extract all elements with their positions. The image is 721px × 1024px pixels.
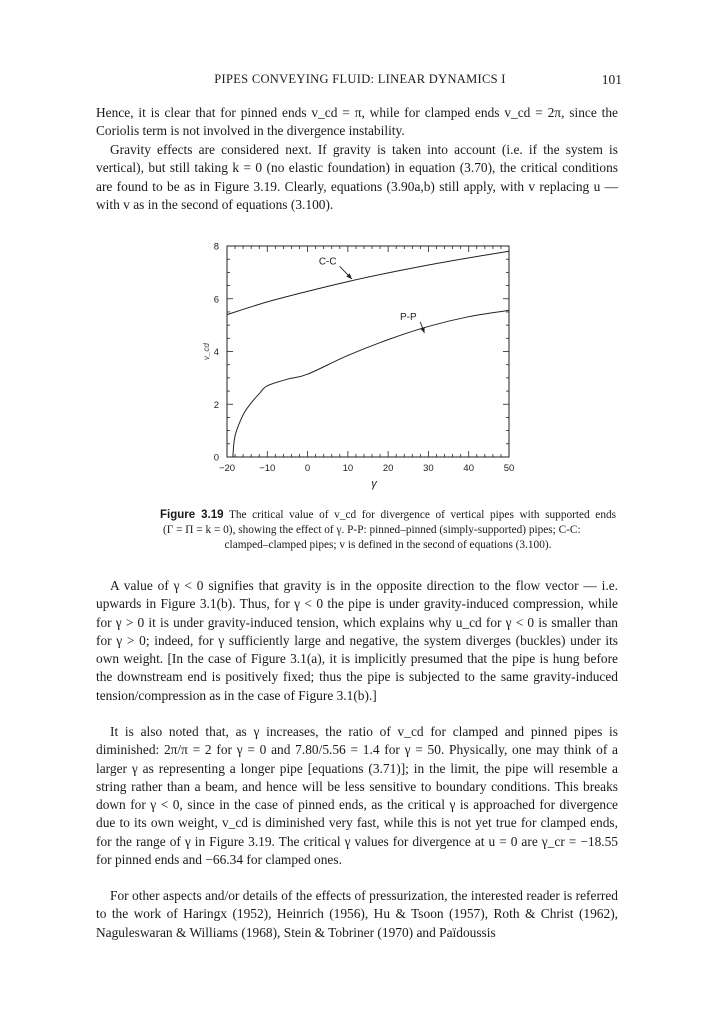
paragraph-4: It is also noted that, as γ increases, the ratio of v_cd for clamped and pinned pipes is diminished: 2π/π = 2 for γ = 0 and 7.80/5.56 = 1.4 for γ = 50. Physically, one may think of a larger γ as representing a longer pipe [equations (3.71)]; in the limit, the pipe will resemble a string rather than a beam, and hence will be less sensitive to boundary conditions. This breaks down for γ < 0, since in the case of pinned ends, as the critical γ is approached for divergence due to its own weight, v_cd is diminished very fast, while this is not yet true for clamped ends, for the range of γ in Figure 3.19. The critical γ values for divergence at u = 0 are γ_cr = −18.55 for pinned ends and −66.34 for clamped ones.: [96, 724, 618, 868]
x-tick-label: −20: [218, 463, 236, 474]
series-line-c-c: [227, 251, 509, 314]
caption-line-2: (Γ = Π = k = 0), showing the effect of γ. P-P: pinned–pinned (simply-supported) pipes; C-C:: [163, 523, 581, 536]
y-tick-label: 2: [213, 399, 219, 411]
y-tick-label: 0: [213, 452, 219, 464]
x-tick-label: 10: [342, 463, 354, 474]
page-number: 101: [601, 72, 622, 87]
annotation-label: P-P: [399, 311, 417, 323]
annotation-arrow-head: [420, 327, 424, 333]
series-line-p-p: [233, 310, 509, 457]
plot-area: [202, 242, 514, 491]
y-axis-label: v_cd: [202, 343, 211, 360]
y-tick-label: 6: [213, 294, 219, 306]
paragraph-1: Hence, it is clear that for pinned ends v_cd = π, while for clamped ends v_cd = 2π, since the Coriolis term is not involved in the divergence instability.: [96, 105, 618, 139]
caption-line-1: [160, 508, 616, 523]
y-tick-label: 8: [213, 241, 219, 253]
page-header: [96, 72, 624, 90]
x-tick-label: 50: [503, 463, 515, 474]
x-tick-label: 0: [304, 463, 311, 474]
figure-3-19-chart: [190, 234, 530, 494]
y-tick-label: 4: [213, 347, 219, 358]
x-tick-label: 30: [423, 463, 434, 474]
caption-label: Figure 3.19: [160, 509, 224, 521]
running-head: PIPES CONVEYING FLUID: LINEAR DYNAMICS I: [214, 72, 506, 86]
paragraph-2: Gravity effects are considered next. If gravity is taken into account (i.e. if the system is vertical), but still taking k = 0 (no elastic foundation) in equation (3.70), the critical conditions are found to be as in Figure 3.19. Clearly, equations (3.90a,b) still apply, with v replacing u — with v as in the second of equations (3.100).: [96, 142, 618, 212]
x-tick-label: 40: [463, 463, 475, 474]
caption-line-1-text: The critical value of v_cd for divergence of vertical pipes with supported ends: [228, 509, 617, 521]
annotation-label: C-C: [318, 256, 337, 268]
caption-line-3: clamped–clamped pipes; v is defined in the second of equations (3.100).: [224, 538, 552, 551]
x-axis-label: γ: [371, 478, 377, 490]
paragraph-5: For other aspects and/or details of the effects of pressurization, the interested reader is referred to the work of Haringx (1952), Heinrich (1956), Hu & Tsoon (1957), Roth & Christ (1962), Naguleswaran & Williams (1968), Stein & Tobriner (1970) and Païdoussis: [96, 888, 618, 940]
paragraph-3: A value of γ < 0 signifies that gravity is in the opposite direction to the flow vector — i.e. upwards in Figure 3.1(b). Thus, for γ < 0 the pipe is under gravity-induced compression, while for γ > 0 it is under gravity-induced tension, which explains why u_cd for γ < 0 is smaller than for γ > 0; indeed, for γ sufficiently large and negative, the system diverges (buckles) under its own weight. [In the case of Figure 3.1(a), it is implicitly presumed that the pipe is hung before the downstream end is positively fixed; thus the pipe is subjected to the same gravity-induced tension/compression as in the case of Figure 3.1(b).]: [96, 578, 618, 703]
figure-caption: [160, 508, 616, 552]
x-tick-label: −10: [259, 463, 276, 474]
x-tick-label: 20: [382, 463, 394, 474]
